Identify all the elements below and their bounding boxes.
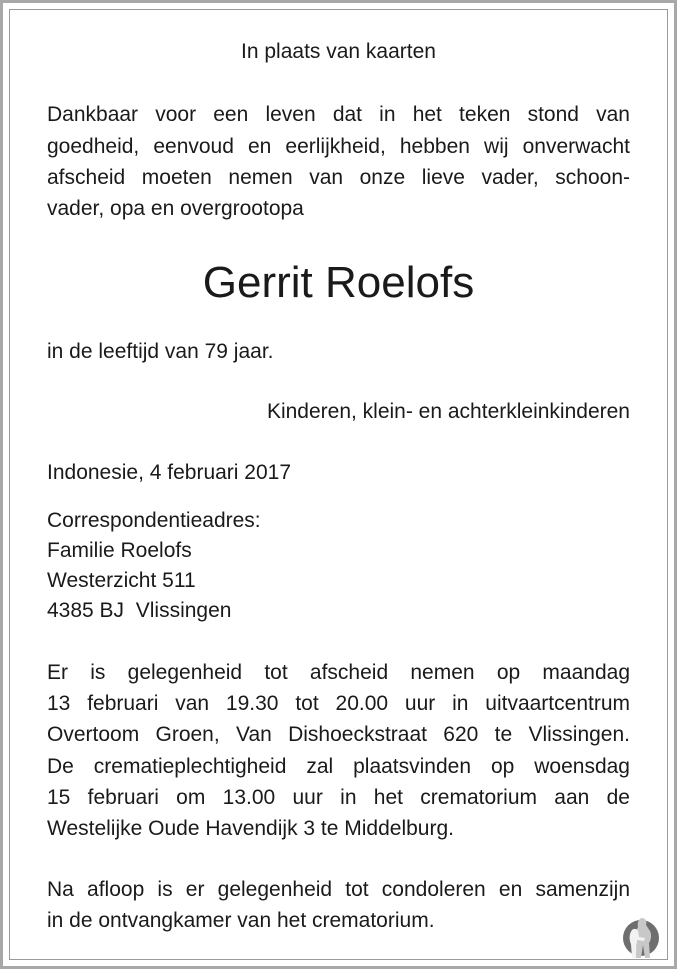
intro-line: goedheid, eenvoud en eerlijkheid, hebben wij onverwacht (47, 135, 630, 158)
deceased-name: Gerrit Roelofs (202, 258, 475, 307)
farewell-line: Er is gelegenheid tot afscheid nemen op maandag (47, 661, 630, 684)
place-date: Indonesie, 4 februari 2017 (47, 461, 292, 484)
address-line: Familie Roelofs (47, 539, 192, 562)
intro-line: Dankbaar voor een leven dat in het teken stond van (47, 103, 630, 126)
intro-line: vader, opa en overgrootopa (47, 197, 304, 220)
cremation-line: De crematieplechtigheid zal plaatsvinden op woensdag (47, 755, 630, 778)
after-line: in de ontvangkamer van het crematorium. (47, 909, 435, 932)
intro-line: afscheid moeten nemen van onze lieve vader, schoon- (47, 166, 630, 189)
address-line: Westerzicht 511 (47, 569, 196, 592)
farewell-line: 13 februari van 19.30 tot 20.00 uur in uitvaartcentrum (47, 692, 630, 715)
farewell-line: Overtoom Groen, Van Dishoeckstraat 620 te Vlissingen. (47, 723, 630, 746)
cremation-line: 15 februari om 13.00 uur in het crematorium aan de (47, 786, 630, 809)
address-line: 4385 BJ Vlissingen (47, 599, 232, 622)
embracing-figures-logo-icon (617, 912, 665, 960)
address-line: Correspondentieadres: (47, 509, 261, 532)
after-line: Na afloop is er gelegenheid tot condoleren en samenzijn (47, 878, 630, 901)
age-line: in de leeftijd van 79 jaar. (47, 340, 274, 363)
cremation-line: Westelijke Oude Havendijk 3 te Middelburg. (47, 817, 454, 840)
header-text: In plaats van kaarten (241, 40, 436, 63)
family-line: Kinderen, klein- en achterkleinkinderen (266, 400, 630, 423)
